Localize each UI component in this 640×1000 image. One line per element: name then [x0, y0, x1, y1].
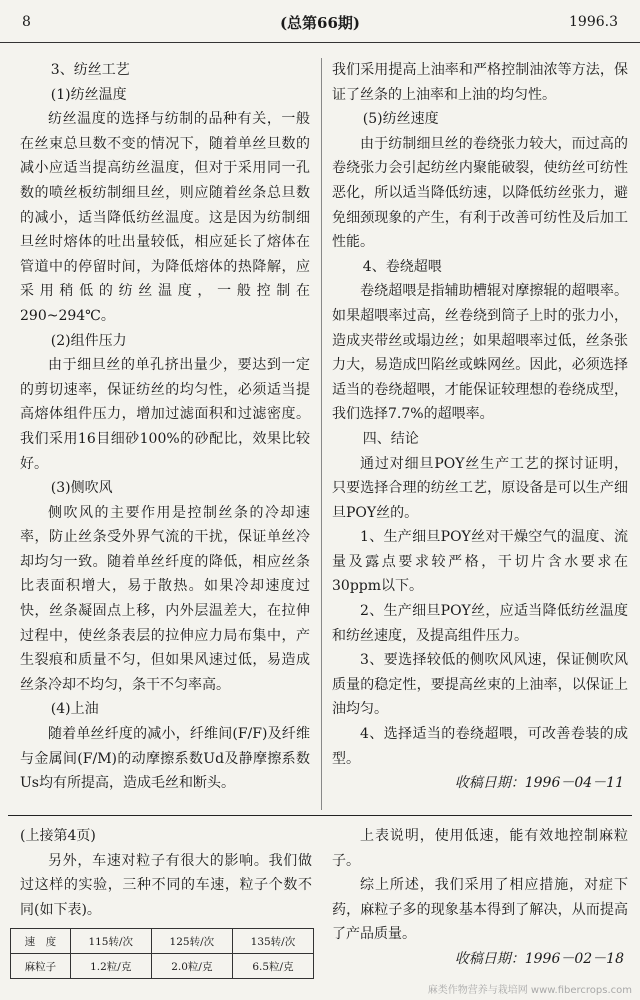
- paragraph: 另外，车速对粒子有很大的影响。我们做过这样的实验，三种不同的车速，粒子个数不同(如下表)。: [20, 852, 312, 918]
- section-heading: 3、纺丝工艺: [50, 62, 130, 78]
- received-date: 收稿日期：1996－02－18: [454, 950, 624, 967]
- issue-date: 1996.3: [569, 14, 618, 30]
- speed-table: [10, 928, 314, 979]
- section-heading: 四、结论: [362, 430, 419, 447]
- article-left-column: [20, 58, 310, 810]
- table-cell: 1.2粒/克: [70, 954, 151, 979]
- table-row: [11, 929, 314, 954]
- section-heading: (2)组件压力: [50, 332, 127, 349]
- paragraph: 由于细旦丝的单孔挤出量少，要达到一定的剪切速率，保证纺丝的均匀性，必须适当提高熔体组件压力，增加过滤面积和过滤密度。我们采用16目细砂100%的砂配比，效果比较好。: [20, 357, 310, 472]
- table-cell: 135转/次: [232, 929, 313, 954]
- paragraph: 纺丝温度的选择与纺制的品种有关，一般在丝束总旦数不变的情况下，随着单丝旦数的减小应适当提高纺丝温度，但对于采用同一孔数的喷丝板纺制细旦丝，则应随着丝条总旦数的减小，适当降低纺丝温度。这是因为纺制细旦丝时熔体的吐出量较低，相应延长了熔体在管道中的停留时间，为降低熔体的热降解，应采用稍低的纺丝温度，一般控制在290~294℃。: [20, 111, 310, 324]
- column-divider: [321, 58, 322, 810]
- table-cell: 115转/次: [70, 929, 151, 954]
- table-cell: 2.0粒/克: [151, 954, 232, 979]
- article-right-column: [332, 58, 628, 810]
- page-number: 8: [22, 14, 31, 30]
- section-heading: (1)纺丝温度: [50, 86, 127, 103]
- table-row: [11, 954, 314, 979]
- paragraph: 我们采用提高上油率和严格控制油浓等方法，保证了丝条的上油率和上油的均匀性。: [332, 62, 628, 103]
- paragraph: 3、要选择较低的侧吹风风速，保证侧吹风质量的稳定性，要提高丝束的上油率，以保证上油均匀。: [332, 652, 628, 718]
- received-date: 收稿日期：1996－04－11: [454, 775, 624, 792]
- paragraph: 卷绕超喂是指辅助槽辊对摩擦辊的超喂率。如果超喂率过高，丝卷绕到筒子上时的张力小，造成夹带丝或塌边丝；如果超喂率过低，丝条张力大，易造成凹陷丝或蛛网丝。因此，必须选择适当的卷绕超喂，才能保证较理想的卷绕成型，我们选择7.7%的超喂率。: [332, 283, 628, 423]
- section-heading: 4、卷绕超喂: [362, 258, 442, 275]
- table-cell: 125转/次: [151, 929, 232, 954]
- section-heading: (3)侧吹风: [50, 480, 113, 497]
- continuation-right-column: [332, 824, 628, 989]
- watermark: 麻类作物营养与栽培网 www.fibercrops.com: [427, 985, 632, 996]
- section-heading: (4)上油: [50, 701, 99, 718]
- continuation-left-column: [20, 824, 312, 924]
- paragraph: 由于纺制细旦丝的卷绕张力较大，而过高的卷绕张力会引起纺丝内聚能破裂，使纺丝可纺性恶化，所以适当降低纺速，以降低纺丝张力，避免细颈现象的产生，有利于改善可纺性及后加工性能。: [332, 135, 628, 251]
- paragraph: 综上所述，我们采用了相应措施，对症下药，麻粒子多的现象基本得到了解决，从而提高了产品质量。: [332, 877, 628, 943]
- paragraph: 侧吹风的主要作用是控制丝条的冷却速率，防止丝条受外界气流的干扰，保证单丝冷却均匀一致。随着单丝纤度的降低，相应丝条比表面积增大，易于散热。如果冷却速度过快，丝条凝固点上移，内外层温差大，在拉伸过程中，使丝条表层的拉伸应力局布集中，产生裂痕和质量不匀，但如果风速过低，易造成丝条冷却不均匀，条干不匀率高。: [20, 504, 310, 693]
- table-cell: 6.5粒/克: [232, 954, 313, 979]
- paragraph: 2、生产细旦POY丝，应适当降低纺丝温度和纺丝速度，及提高组件压力。: [332, 603, 628, 644]
- paragraph: 4、选择适当的卷绕超喂，可改善卷装的成型。: [332, 726, 628, 767]
- table-row-header: 麻粒子: [11, 954, 71, 979]
- issue-number: (总第66期): [279, 14, 361, 32]
- paragraph: 上表说明，使用低速，能有效地控制麻粒子。: [332, 828, 628, 869]
- paragraph: 1、生产细旦POY丝对干燥空气的温度、流量及露点要求较严格，干切片含水要求在30ppm以下。: [332, 529, 628, 595]
- paragraph: (上接第4页): [20, 828, 96, 844]
- section-heading: (5)纺丝速度: [362, 111, 439, 128]
- paragraph: 通过对细旦POY丝生产工艺的探讨证明，只要选择合理的纺丝工艺，原设备是可以生产细旦POY丝的。: [332, 455, 628, 521]
- paragraph: 随着单丝纤度的减小，纤维间(F/F)及纤维与金属间(F/M)的动摩擦系数Ud及静摩擦系数Us均有所提高，造成毛丝和断头。: [20, 726, 310, 792]
- section-divider: [8, 815, 632, 816]
- table-row-header: 速 度: [11, 929, 71, 954]
- page-header: [0, 0, 640, 43]
